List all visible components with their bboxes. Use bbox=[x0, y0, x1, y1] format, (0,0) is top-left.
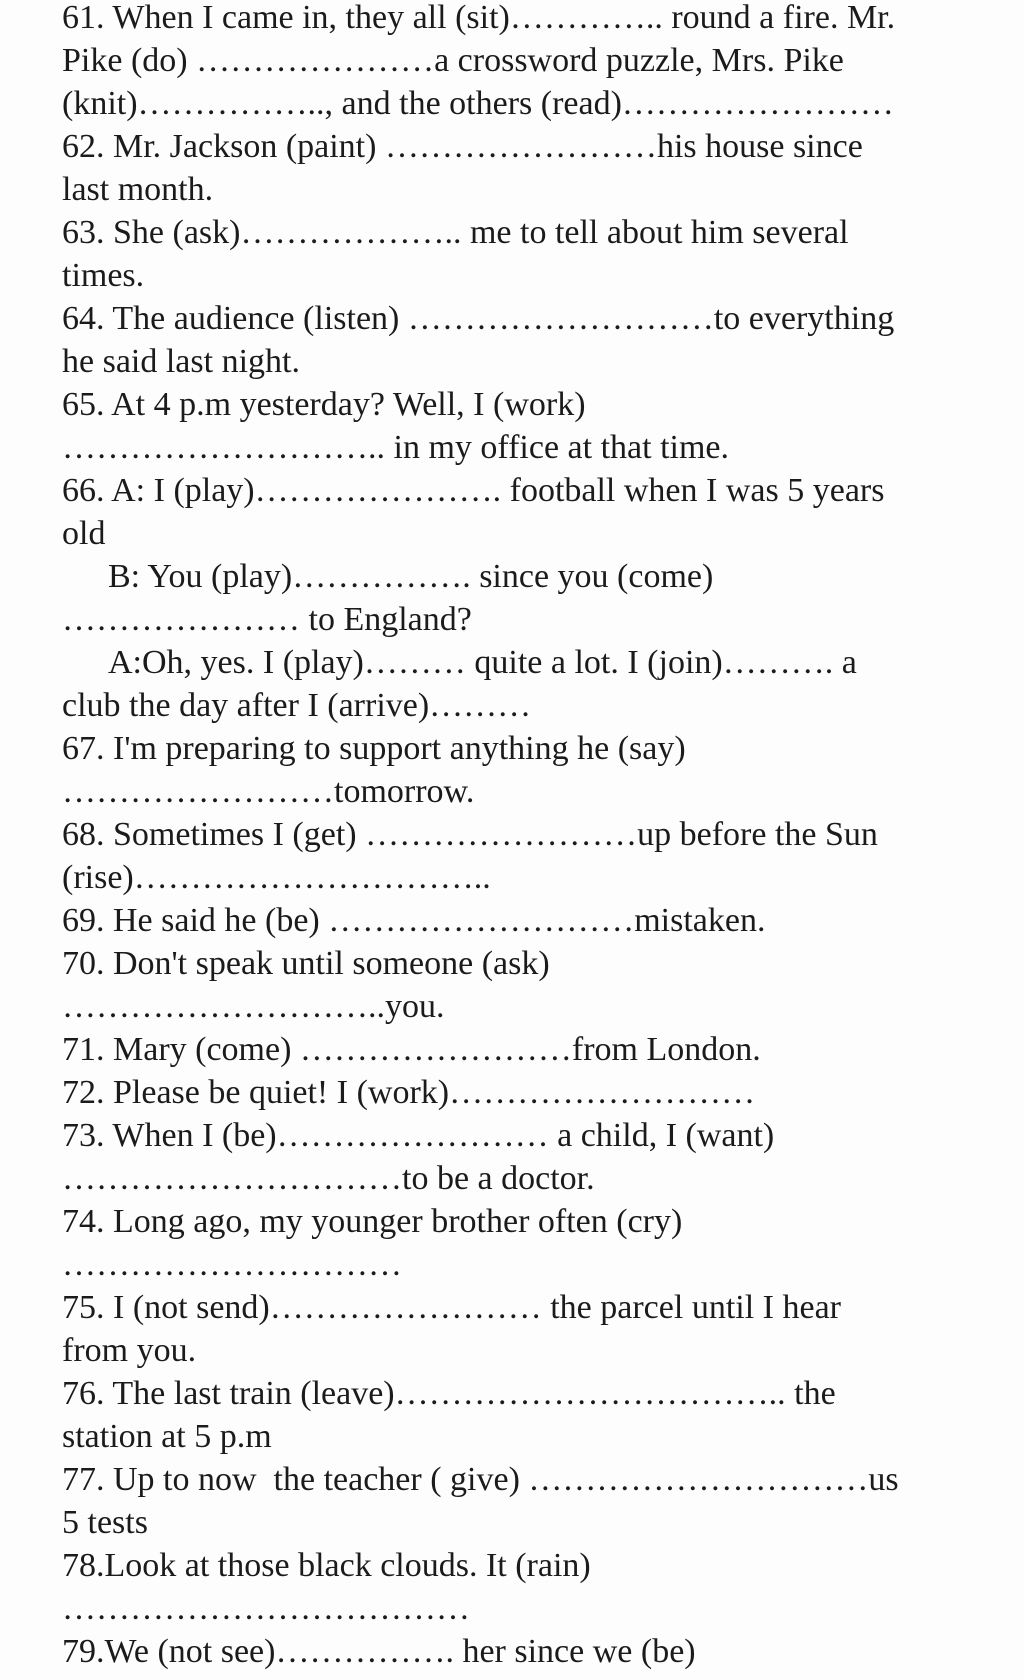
text-line: 77. Up to now the teacher ( give) …………………………us bbox=[62, 1461, 899, 1498]
text-line: 68. Sometimes I (get) ……………………up before the Sun bbox=[62, 816, 878, 853]
text-line: 73. When I (be)…………………… a child, I (want) bbox=[62, 1117, 775, 1154]
text-line: 70. Don't speak until someone (ask) bbox=[62, 945, 550, 982]
text-line: Pike (do) …………………a crossword puzzle, Mrs. Pike bbox=[62, 42, 844, 79]
text-line: club the day after I (arrive)……… bbox=[62, 687, 532, 724]
text-line: from you. bbox=[62, 1332, 197, 1369]
text-line: 66. A: I (play)…………………. football when I was 5 years bbox=[62, 472, 885, 509]
text-line: 65. At 4 p.m yesterday? Well, I (work) bbox=[62, 386, 586, 423]
text-line: 75. I (not send)…………………… the parcel until I hear bbox=[62, 1289, 841, 1326]
text-line: 78.Look at those black clouds. It (rain) bbox=[62, 1547, 591, 1584]
text-line: last month. bbox=[62, 171, 214, 208]
text-line: 71. Mary (come) ……………………from London. bbox=[62, 1031, 761, 1068]
text-line: 79.We (not see)……………. her since we (be) bbox=[62, 1633, 696, 1670]
text-line: times. bbox=[62, 257, 145, 294]
text-line: 63. She (ask)……………….. me to tell about him several bbox=[62, 214, 849, 251]
exercise-text bbox=[62, 0, 1012, 1673]
text-line: 69. He said he (be) ………………………mistaken. bbox=[62, 902, 766, 939]
text-line: old bbox=[62, 515, 106, 552]
text-line: 5 tests bbox=[62, 1504, 148, 1541]
text-line: 72. Please be quiet! I (work)……………………… bbox=[62, 1074, 756, 1111]
text-line: 76. The last train (leave)…………………………….. the bbox=[62, 1375, 836, 1412]
text-line: B: You (play)……………. since you (come) bbox=[108, 558, 714, 595]
text-line: ………………… to England? bbox=[62, 601, 472, 638]
text-line: ……………………………… bbox=[62, 1590, 470, 1627]
text-line: 67. I'm preparing to support anything he (say) bbox=[62, 730, 686, 767]
text-line: …………………………to be a doctor. bbox=[62, 1160, 595, 1197]
text-line: ……………………….. in my office at that time. bbox=[62, 429, 730, 466]
text-line: 62. Mr. Jackson (paint) ……………………his house since bbox=[62, 128, 863, 165]
text-line: 74. Long ago, my younger brother often (cry) bbox=[62, 1203, 683, 1240]
text-line: (knit)…………….., and the others (read)…………………… bbox=[62, 85, 894, 122]
text-line: ……………………tomorrow. bbox=[62, 773, 475, 810]
text-line: ………………………..you. bbox=[62, 988, 445, 1025]
text-line: station at 5 p.m bbox=[62, 1418, 272, 1455]
text-line: 64. The audience (listen) ………………………to everything bbox=[62, 300, 895, 337]
text-line: ………………………… bbox=[62, 1246, 402, 1283]
text-line: 61. When I came in, they all (sit)………….. round a fire. Mr. bbox=[62, 0, 896, 36]
text-line: A:Oh, yes. I (play)……… quite a lot. I (join)………. a bbox=[108, 644, 857, 681]
text-line: he said last night. bbox=[62, 343, 300, 380]
text-line: (rise)………………………….. bbox=[62, 859, 491, 896]
